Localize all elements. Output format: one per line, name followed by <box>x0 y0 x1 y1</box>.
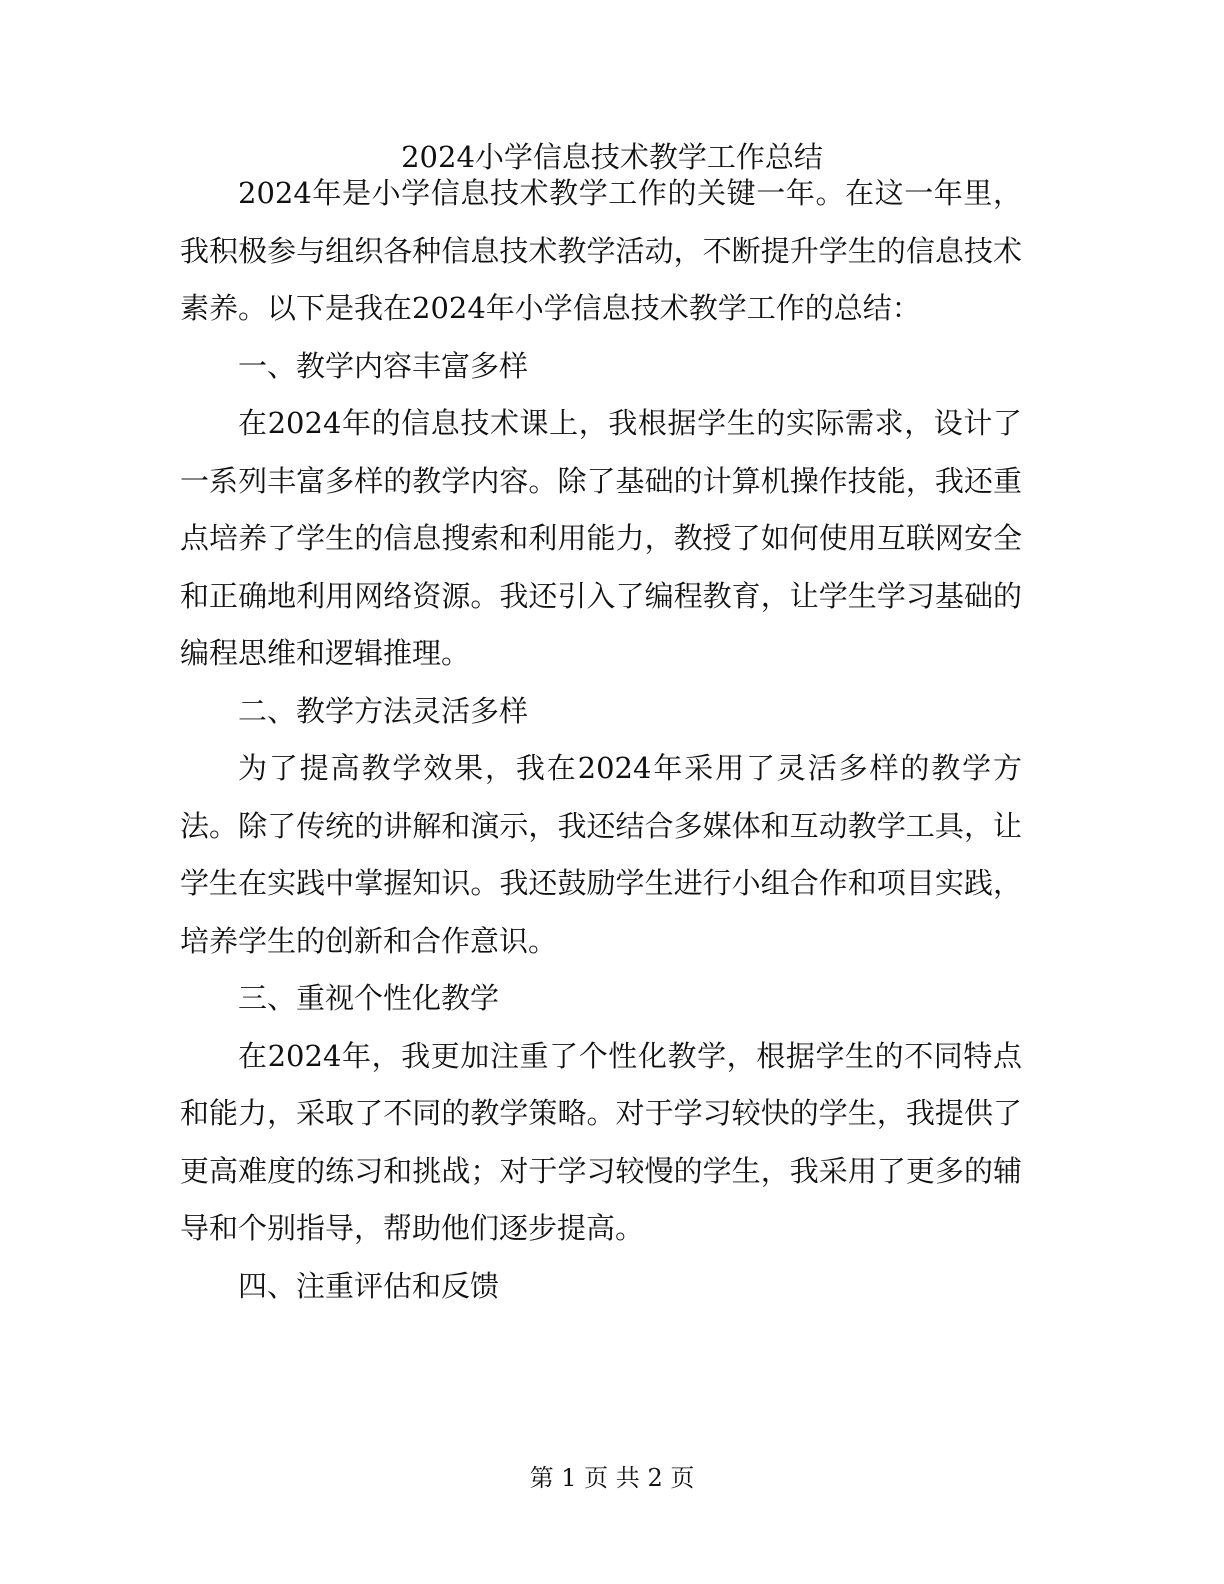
document-title: 2024小学信息技术教学工作总结 <box>401 140 823 174</box>
section-3-heading: 三、重视个性化教学 <box>238 981 500 1015</box>
document-body <box>180 165 1022 1315</box>
section-2-paragraph: 为了提高教学效果，我在2024年采用了灵活多样的教学方法。除了传统的讲解和演示，我还结合多媒体和互动教学工具，让学生在实践中掌握知识。我还鼓励学生进行小组合作和项目实践，培养学生的创新和合作意识。 <box>180 751 1022 958</box>
section-3-paragraph: 在2024年，我更加注重了个性化教学，根据学生的不同特点和能力，采取了不同的教学策略。对于学习较快的学生，我提供了更高难度的练习和挑战；对于学习较慢的学生，我采用了更多的辅导和个别指导，帮助他们逐步提高。 <box>180 1038 1022 1245</box>
section-1-heading: 一、教学内容丰富多样 <box>238 348 529 383</box>
section-1-paragraph: 在2024年的信息技术课上，我根据学生的实际需求，设计了一系列丰富多样的教学内容。除了基础的计算机操作技能，我还重点培养了学生的信息搜索和利用能力，教授了如何使用互联网安全和正确地利用网络资源。我还引入了编程教育，让学生学习基础的编程思维和逻辑推理。 <box>180 406 1022 670</box>
section-2-heading: 二、教学方法灵活多样 <box>238 693 529 728</box>
page-indicator: 第 1 页 共 2 页 <box>529 1464 695 1492</box>
intro-paragraph: 2024年是小学信息技术教学工作的关键一年。在这一年里，我积极参与组织各种信息技术教学活动，不断提升学生的信息技术素养。以下是我在2024年小学信息技术教学工作的总结： <box>180 176 1022 325</box>
section-4-heading: 四、注重评估和反馈 <box>238 1268 500 1303</box>
